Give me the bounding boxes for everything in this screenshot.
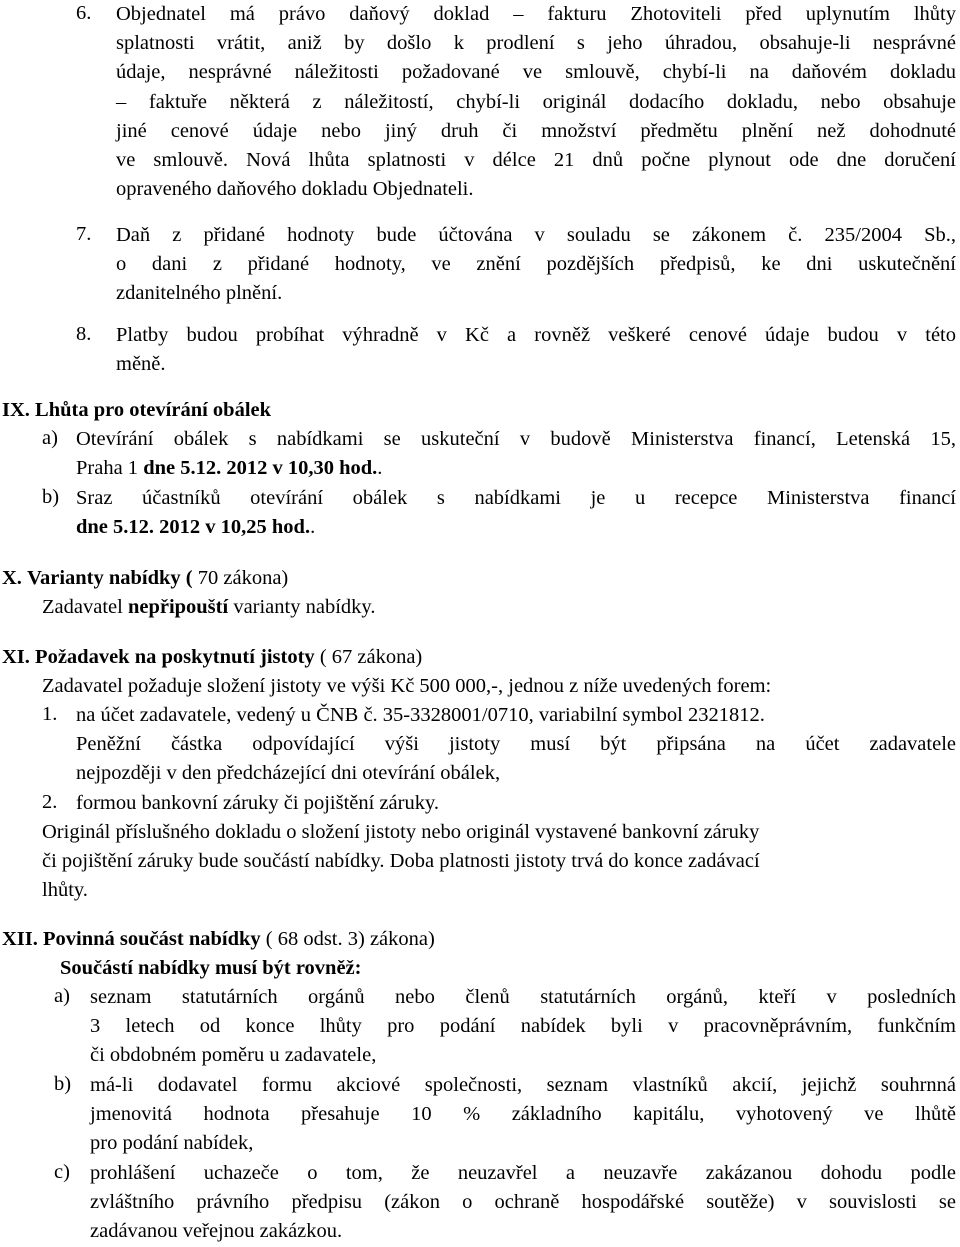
section-heading: [2, 396, 902, 425]
section-heading: XI. Požadavek na poskytnutí jistoty ( 67 zákona): [2, 646, 423, 668]
sub-label-a: a): [42, 427, 58, 449]
text-line: 3 letech od konce lhůty pro podání nabídek byli v pracovněprávním, funkčním: [90, 1015, 956, 1038]
section-intro: Zadavatel požaduje složení jistoty ve výši Kč 500 000,-, jednou z níže uvedených forem:: [42, 675, 772, 697]
list-item-b: [90, 1071, 956, 1159]
text-line: Otevírání obálek s nabídkami se uskuteční v budově Ministerstva financí, Letenská 15,: [76, 428, 956, 450]
text-line: nejpozději v den předcházející dni otevírání obálek,: [76, 762, 501, 785]
text-line: opraveného daňového dokladu Objednateli.: [116, 178, 474, 201]
text-line: Objednatel má právo daňový doklad – fakturu Zhotoviteli před uplynutím lhůty: [116, 3, 956, 25]
sub-item-a: Otevírání obálek s nabídkami se uskuteční v budově Ministerstva financí, Letenská 15, Praha 1 dne 5.12. 2012 v 10,30 hod..: [76, 425, 956, 483]
text-line: Platby budou probíhat výhradně v Kč a rovněž veškeré cenové údaje budou v této: [116, 324, 956, 346]
list-label-b: b): [54, 1073, 72, 1095]
item-text: [116, 0, 956, 204]
sub-label-b: b): [42, 486, 60, 508]
text-line: pro podání nabídek,: [90, 1132, 254, 1155]
section-heading: XII. Povinná součást nabídky ( 68 odst. 3) zákona): [2, 928, 435, 950]
section-title: Varianty nabídky (: [27, 567, 193, 589]
item-number: 6.: [76, 2, 92, 24]
sub-item-b: Sraz účastníků otevírání obálek s nabídkami je u recepce Ministerstva financí dne 5.12. 2012 v 10,25 hod..: [76, 484, 956, 542]
list-item-1: [76, 701, 956, 789]
section-subtitle: Součástí nabídky musí být rovněž:: [60, 957, 362, 979]
text-line: – faktuře některá z náležitostí, chybí-li originál dodacího dokladu, nebo obsahuje: [116, 90, 956, 113]
date-time: dne 5.12. 2012 v 10,30 hod.: [143, 457, 378, 480]
section-title: Povinná součást nabídky: [43, 928, 261, 950]
section-number: X.: [2, 567, 22, 589]
text-line: Sraz účastníků otevírání obálek s nabídkami je u recepce Ministerstva financí: [76, 487, 956, 509]
text-line: údaje, nesprávné náležitosti požadované ve smlouvě, chybí-li na daňovém dokladu: [116, 61, 956, 84]
text-line: Originál příslušného dokladu o složení jistoty nebo originál vystavené bankovní záruky: [42, 821, 760, 843]
section-outro: [42, 818, 958, 906]
list-item-a: [90, 983, 956, 1071]
list-item-2: [76, 789, 956, 818]
text-line: zdanitelného plnění.: [116, 282, 283, 305]
list-label-a: a): [54, 985, 70, 1007]
text-line: zvláštního právního předpisu (zákon o ochraně hospodářské soutěže) v souvislosti se: [90, 1191, 956, 1214]
text-line: o dani z přidané hodnoty, ve znění pozdějších předpisů, ke dni uskutečnění: [116, 253, 956, 276]
text-line: seznam statutárních orgánů nebo členů statutárních orgánů, kteří v posledních: [90, 986, 956, 1008]
list-label-1: 1.: [42, 703, 58, 725]
item-number: 8.: [76, 323, 92, 345]
text-line: měně.: [116, 353, 166, 376]
list-label-2: 2.: [42, 791, 58, 813]
item-text: [116, 321, 956, 379]
text-line: prohlášení uchazeče o tom, že neuzavřel a neuzavře zakázanou dohodu podle: [90, 1162, 956, 1184]
text-line: či obdobném poměru u zadavatele,: [90, 1044, 377, 1067]
section-number: XII.: [2, 928, 38, 950]
section-title: Požadavek na poskytnutí jistoty: [35, 646, 315, 668]
section-title: Lhůta pro otevírání obálek: [35, 399, 272, 421]
text-line: lhůty.: [42, 879, 88, 902]
text-line: na účet zadavatele, vedený u ČNB č. 35-3328001/0710, variabilní symbol 2321812.: [76, 704, 765, 726]
text-line: jmenovitá hodnota přesahuje 10 % základního kapitálu, vyhotovený ve lhůtě: [90, 1103, 956, 1126]
text-line: zadávanou veřejnou zakázkou.: [90, 1220, 343, 1243]
text-line: splatnosti vrátit, aniž by došlo k prodlení s jeho úhradou, obsahuje-li nesprávné: [116, 32, 956, 55]
text-line: Peněžní částka odpovídající výši jistoty musí být připsána na účet zadavatele: [76, 733, 956, 756]
item-number: 7.: [76, 223, 92, 245]
section-number: IX.: [2, 399, 30, 421]
list-label-c: c): [54, 1161, 70, 1183]
text-line: formou bankovní záruky či pojištění záruky.: [76, 792, 440, 814]
text-line: jiné cenové údaje nebo jiný druh či množství předmětu plnění než dohodnuté: [116, 119, 956, 142]
list-item-c: [90, 1159, 956, 1247]
section-number: XI.: [2, 646, 30, 668]
text-line: ve smlouvě. Nová lhůta splatnosti v délce 21 dnů počne plynout ode dne doručení: [116, 149, 956, 172]
date-time: dne 5.12. 2012 v 10,25 hod.: [76, 516, 311, 539]
text-line: má-li dodavatel formu akciové společnosti, seznam vlastníků akcií, jejichž souhrnná: [90, 1074, 956, 1096]
text-line: či pojištění záruky bude součástí nabídky. Doba platnosti jistoty trvá do konce zadávací: [42, 850, 760, 873]
text-line: Daň z přidané hodnoty bude účtována v souladu se zákonem č. 235/2004 Sb.,: [116, 224, 956, 246]
item-text: [116, 221, 956, 309]
section-body: Zadavatel nepřipouští varianty nabídky.: [42, 596, 376, 618]
section-heading: X. Varianty nabídky ( 70 zákona): [2, 567, 289, 589]
